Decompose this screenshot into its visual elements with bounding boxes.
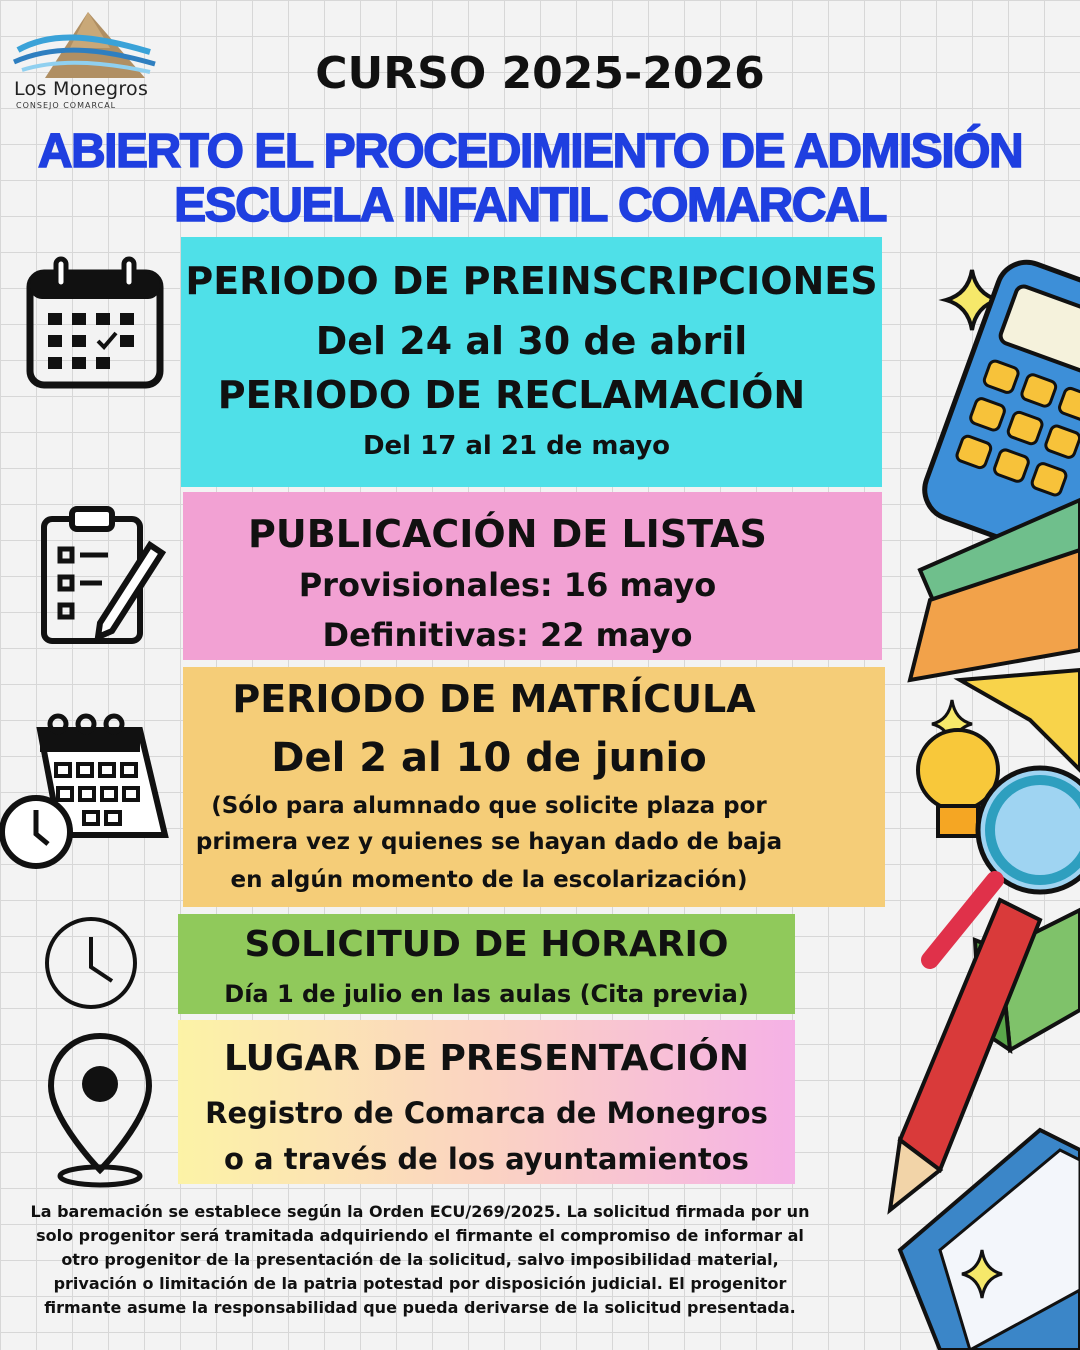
matricula-note-2: primera vez y quienes se hayan dado de baja: [195, 829, 783, 855]
matricula-title: PERIODO DE MATRÍCULA: [232, 677, 756, 721]
listas-box: [183, 492, 882, 660]
footer-line-3: otro progenitor de la presentación de la solicitud, salvo imposibilidad material,: [61, 1250, 779, 1269]
logo-subtitle: CONSEJO COMARCAL: [16, 101, 117, 110]
matricula-dates: Del 2 al 10 de junio: [271, 735, 707, 781]
matricula-note-1: (Sólo para alumnado que solicite plaza por: [211, 793, 767, 819]
footer-line-1: La baremación se establece según la Orden ECU/269/2025. La solicitud firmada por un: [30, 1202, 810, 1221]
footer-line-2: solo progenitor será tramitada adquiriendo el firmante el compromiso de informar al: [36, 1226, 804, 1245]
school-supplies-illustration: [880, 250, 1080, 1350]
horario-detail: Día 1 de julio en las aulas (Cita previa): [224, 980, 749, 1008]
legal-footer: [20, 1200, 820, 1320]
course-title: CURSO 2025-2026: [315, 48, 765, 99]
headline-school: ESCUELA INFANTIL COMARCAL: [174, 179, 886, 232]
location-pin-icon: [45, 1030, 155, 1190]
matricula-box: [183, 667, 885, 907]
preinscripciones-box: [181, 237, 882, 487]
listas-title: PUBLICACIÓN DE LISTAS: [248, 512, 767, 556]
brand-logo: [10, 8, 160, 108]
horario-title: SOLICITUD DE HORARIO: [244, 924, 729, 965]
lugar-line-1: Registro de Comarca de Monegros: [205, 1096, 768, 1130]
preinscripciones-title: PERIODO DE PREINSCRIPCIONES: [185, 259, 878, 303]
lugar-line-2: o a través de los ayuntamientos: [224, 1142, 749, 1176]
preinscripciones-dates: Del 24 al 30 de abril: [315, 319, 748, 363]
headline-admission: ABIERTO EL PROCEDIMIENTO DE ADMISIÓN: [37, 125, 1023, 178]
calendar-check-icon: [26, 255, 164, 391]
lugar-box: [178, 1020, 795, 1184]
lugar-title: LUGAR DE PRESENTACIÓN: [223, 1038, 750, 1079]
matricula-note-3: en algún momento de la escolarización): [230, 867, 748, 893]
footer-line-5: firmante asume la responsabilidad que pueda derivarse de la solicitud presentada.: [44, 1298, 796, 1317]
logo-name: Los Monegros: [14, 78, 149, 100]
listas-definitivas: Definitivas: 22 mayo: [322, 616, 693, 654]
listas-provisionales: Provisionales: 16 mayo: [298, 566, 717, 604]
mountain-logo-icon: [10, 8, 160, 83]
clock-icon: [38, 915, 144, 1011]
reclamacion-title: PERIODO DE RECLAMACIÓN: [217, 373, 806, 417]
horario-box: [178, 914, 795, 1014]
reclamacion-dates: Del 17 al 21 de mayo: [362, 431, 671, 461]
footer-line-4: privación o limitación de la patria potestad por disposición judicial. El progenitor: [53, 1274, 787, 1293]
